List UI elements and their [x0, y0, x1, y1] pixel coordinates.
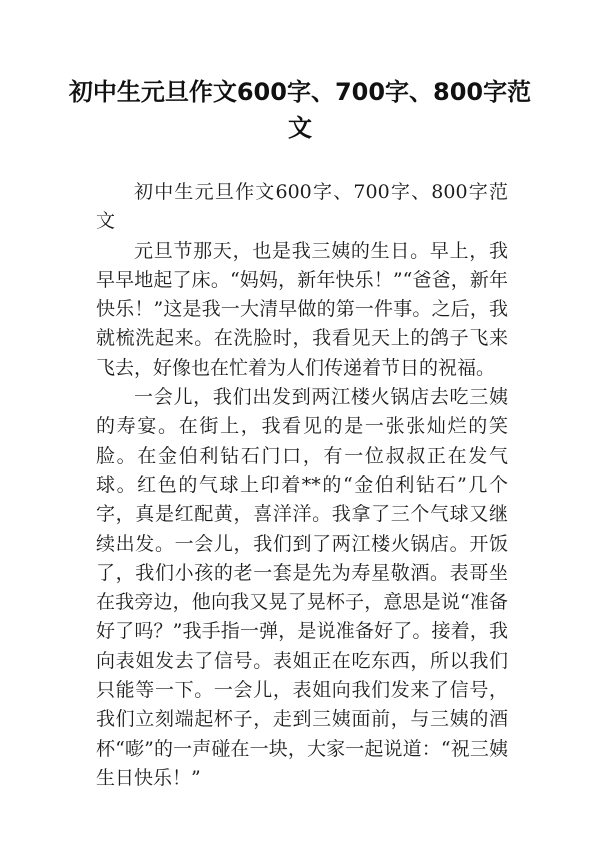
paragraph-morning: 元旦节那天，也是我三姨的生日。早上，我早早地起了床。“妈妈，新年快乐！”“爸爸，新年快乐！”这是我一大清早做的第一件事。之后，我就梳洗起来。在洗脸时，我看见天上的鸽子飞来飞去，好像也在忙着为人们传递着节日的祝福。 — [96, 239, 508, 379]
document-title: 初中生元旦作文600字、700字、800字范文 — [68, 78, 532, 142]
paragraph-subtitle: 初中生元旦作文600字、700字、800字范文 — [96, 181, 508, 233]
paragraph-birthday-feast: 一会儿，我们出发到两江楼火锅店去吃三姨的寿宴。在街上，我看见的是一张张灿烂的笑脸。在金伯利钻石门口，有一位叔叔正在发气球。红色的气球上印着**的“金伯利钻石”几个字，真是红配黄，喜洋洋。我拿了三个气球又继续出发。一会儿，我们到了两江楼火锅店。开饭了，我们小孩的老一套是先为寿星敬酒。表哥坐在我旁边，他向我又晃了晃杯子，意思是说“准备好了吗？”我手指一弹，是说准备好了。接着，我向表姐发去了信号。表姐正在吃东西，所以我们只能等一下。一会儿，表姐向我们发来了信号，我们立刻端起杯子，走到三姨面前，与三姨的酒杯“嘭”的一声碰在一块，大家一起说道：“祝三姨生日快乐！” — [96, 386, 508, 789]
document-body — [96, 178, 508, 793]
